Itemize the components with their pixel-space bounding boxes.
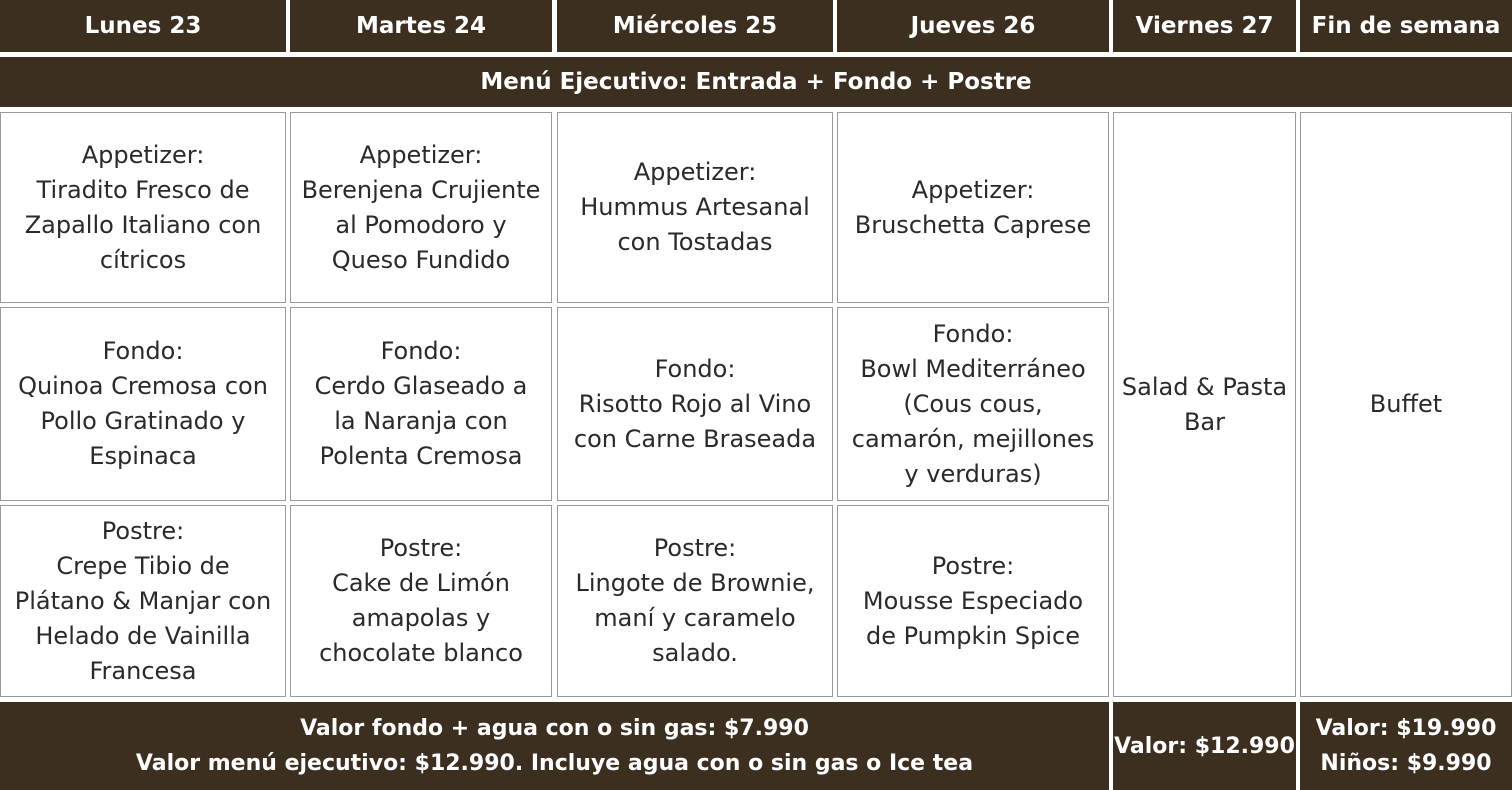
header-day-label: Jueves 26 — [910, 13, 1036, 39]
menu-cell-postre-jueves — [837, 505, 1109, 697]
menu-cell-appetizer-jueves — [837, 112, 1109, 303]
footer-weekend-prices — [1300, 702, 1512, 790]
dish-text: Appetizer: Berenjena Crujiente al Pomodoro y Queso Fundido — [301, 140, 541, 274]
header-day-fin-de-semana — [1300, 0, 1512, 52]
menu-cell-appetizer-miercoles — [557, 112, 833, 303]
menu-cell-fondo-lunes — [0, 307, 286, 501]
menu-cell-postre-martes — [290, 505, 552, 697]
dish-text: Appetizer: Tiradito Fresco de Zapallo Italiano con cítricos — [24, 140, 262, 274]
dish-text: Fondo: Bowl Mediterráneo (Cous cous, camarón, mejillones y verduras) — [851, 319, 1095, 488]
menu-cell-appetizer-martes — [290, 112, 552, 303]
menu-cell-appetizer-lunes — [0, 112, 286, 303]
dish-text: Buffet — [1369, 390, 1443, 418]
header-day-label: Martes 24 — [355, 13, 487, 39]
menu-cell-fondo-miercoles — [557, 307, 833, 501]
menu-cell-postre-miercoles — [557, 505, 833, 697]
dish-text: Appetizer: Bruschetta Caprese — [854, 175, 1092, 239]
dish-text: Fondo: Cerdo Glaseado a la Naranja con Polenta Cremosa — [314, 337, 528, 470]
header-day-label: Miércoles 25 — [612, 13, 778, 39]
header-day-viernes — [1113, 0, 1296, 52]
header-day-label: Viernes 27 — [1135, 13, 1274, 39]
dish-text: Postre: Cake de Limón amapolas y chocolate blanco — [319, 534, 523, 667]
header-day-miercoles — [557, 0, 833, 52]
header-day-label: Lunes 23 — [84, 13, 202, 39]
footer-main-prices — [0, 702, 1109, 790]
price-text: Valor: $12.990 — [1114, 733, 1295, 759]
dish-text: Postre: Crepe Tibio de Plátano & Manjar con Helado de Vainilla Francesa — [14, 516, 272, 685]
footer-viernes-price — [1113, 702, 1296, 790]
header-day-martes — [290, 0, 552, 52]
dish-text: Postre: Mousse Especiado de Pumpkin Spice — [862, 551, 1084, 650]
dish-text: Fondo: Quinoa Cremosa con Pollo Gratinado y Espinaca — [18, 337, 268, 470]
menu-cell-viernes — [1113, 112, 1296, 697]
banner-text: Menú Ejecutivo: Entrada + Fondo + Postre — [480, 69, 1032, 95]
menu-cell-fin-de-semana — [1300, 112, 1512, 697]
dish-text: Appetizer: Hummus Artesanal con Tostadas — [580, 158, 810, 256]
menu-cell-postre-lunes — [0, 505, 286, 697]
header-day-jueves — [837, 0, 1109, 52]
price-text: Valor fondo + agua con o sin gas: $7.990 Valor menú ejecutivo: $12.990. Incluye agua con o sin gas o Ice tea — [135, 716, 974, 776]
menu-cell-fondo-martes — [290, 307, 552, 501]
dish-text: Postre: Lingote de Brownie, maní y caramelo salado. — [575, 534, 815, 667]
menu-banner — [0, 57, 1512, 107]
dish-text: Salad & Pasta Bar — [1121, 372, 1288, 436]
menu-cell-fondo-jueves — [837, 307, 1109, 501]
header-day-lunes — [0, 0, 286, 52]
dish-text: Fondo: Risotto Rojo al Vino con Carne Braseada — [573, 354, 817, 453]
price-text: Valor: $19.990 Niños: $9.990 — [1315, 716, 1497, 776]
header-day-label: Fin de semana — [1311, 13, 1501, 39]
